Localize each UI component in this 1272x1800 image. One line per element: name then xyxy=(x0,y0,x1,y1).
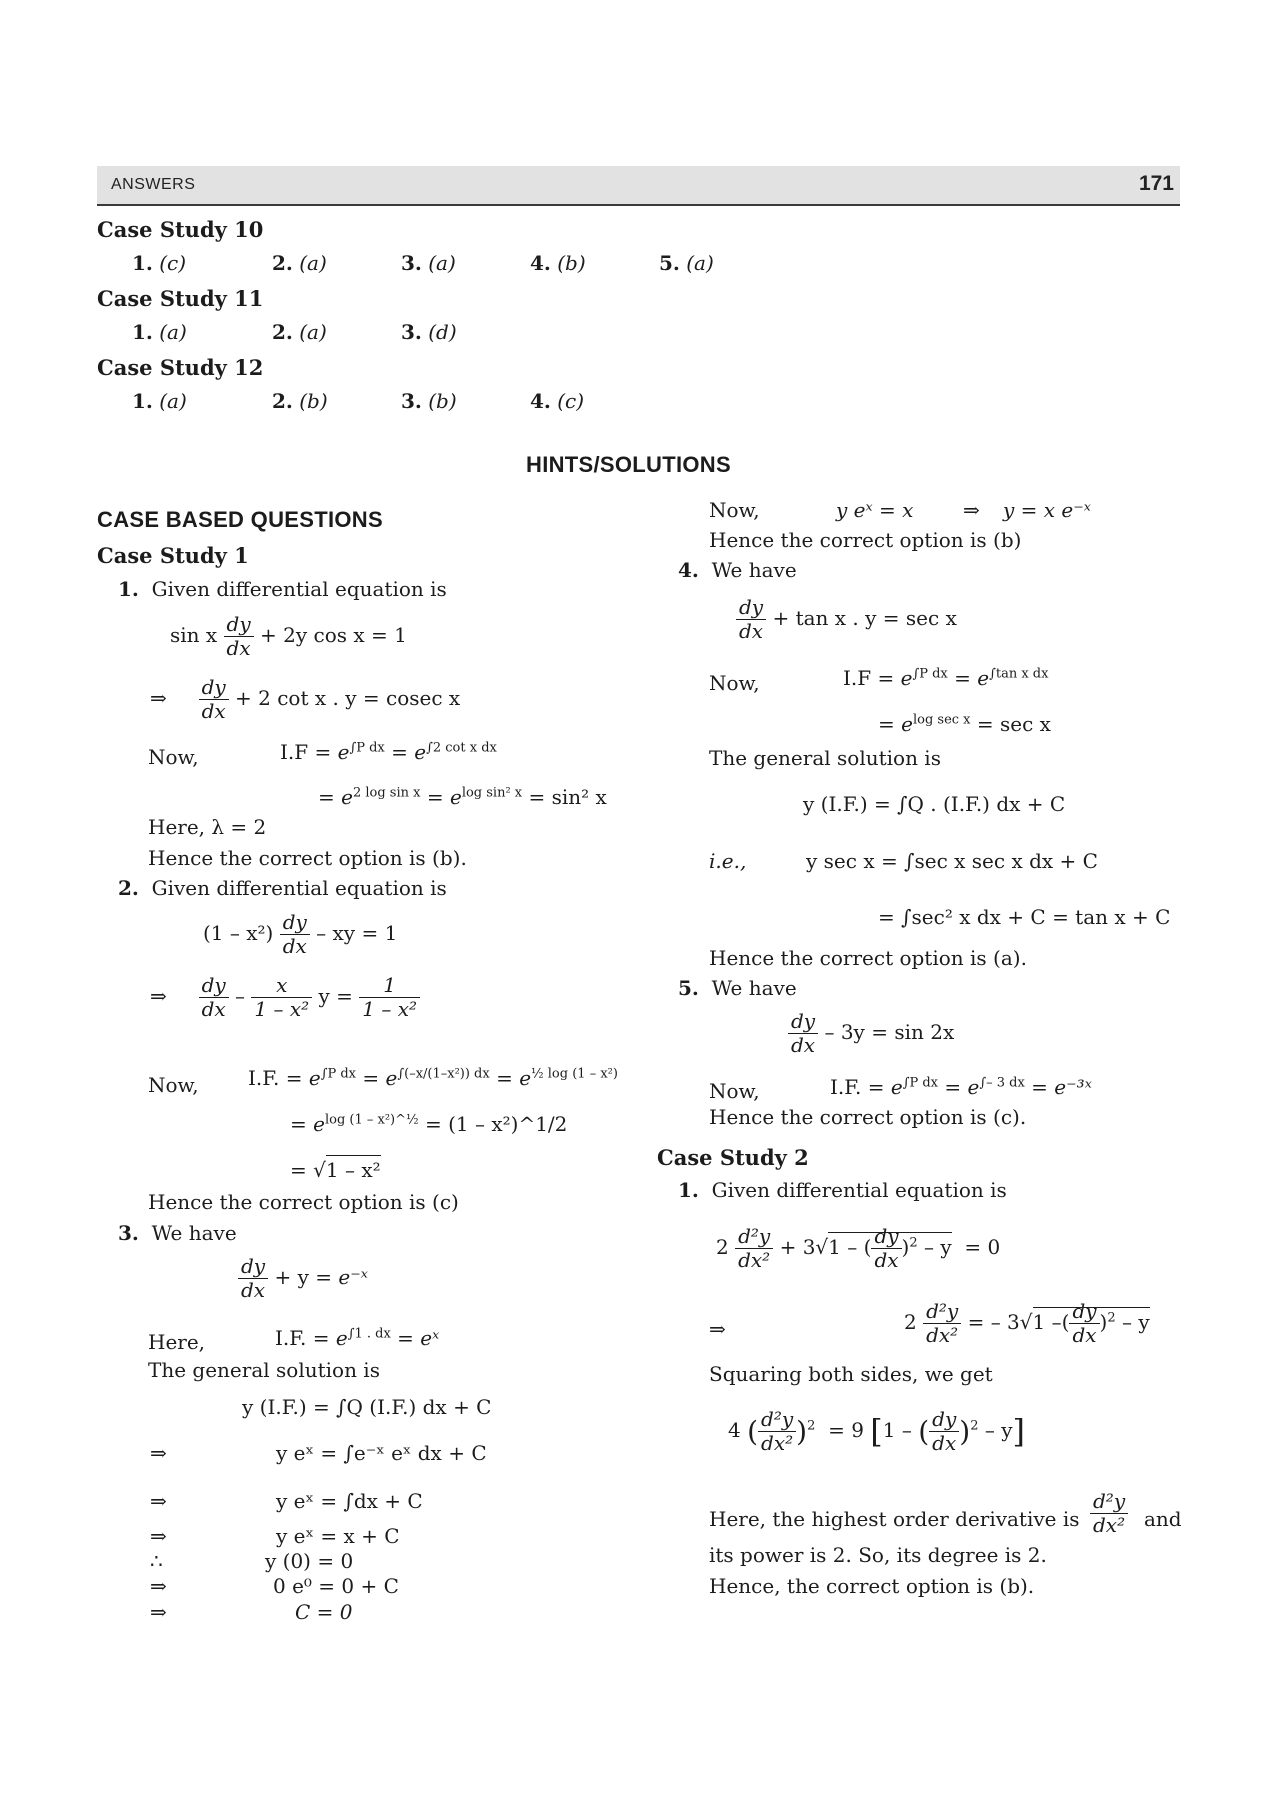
equation: = √1 – x² xyxy=(290,1158,381,1182)
equation: ⇒ $\frac{dy}{dx}$ – $\frac{x}{\text{1 – x²}}$ y = $\frac{1}{\text{1 – x²}}$ xyxy=(150,974,420,1021)
equation: $I.F = e^{\int P dx} = e^{\int tan x dx}$ xyxy=(843,666,1049,690)
section-label: ANSWERS xyxy=(111,176,196,193)
text-line: Squaring both sides, we get xyxy=(709,1362,993,1386)
equation: y eˣ = x + C xyxy=(276,1524,400,1548)
conclusion: Hence the correct option is (a). xyxy=(709,946,1027,970)
answer-key-title-10: Case Study 10 xyxy=(97,217,264,242)
section-title: CASE BASED QUESTIONS xyxy=(97,507,383,532)
answer-item: 4. (c) xyxy=(530,389,585,413)
answer-item: 1. (a) xyxy=(132,320,187,344)
page-number: 171 xyxy=(1138,172,1174,195)
implies-symbol: ⇒ xyxy=(150,1600,167,1624)
equation: y eˣ = x xyxy=(836,498,914,522)
text-line: The general solution is xyxy=(709,746,941,770)
text-line: Here, λ = 2 xyxy=(148,815,267,839)
text-line: Here, the highest order derivative is xyxy=(709,1507,1080,1531)
answer-item: 2. (a) xyxy=(272,251,327,275)
conclusion: Hence the correct option is (b) xyxy=(709,528,1022,552)
equation: $\frac{dy}{dx}$ – 3y = sin 2x xyxy=(788,1010,954,1057)
question-intro: 4. We have xyxy=(678,558,797,582)
derivative-fraction: $\frac{\text{d²y}}{\text{dx²}}$ xyxy=(1090,1490,1128,1537)
equation: = ∫sec² x dx + C = tan x + C xyxy=(878,905,1171,929)
case-study-title: Case Study 1 xyxy=(97,543,249,568)
question-intro: 2. Given differential equation is xyxy=(118,876,447,900)
text-line: The general solution is xyxy=(148,1358,380,1382)
equation: $I.F = e^{\int P dx} = e^{\int 2 cot x dx}$ xyxy=(280,740,497,764)
equation: sin x $\frac{dy}{dx}$ + 2y cos x = 1 xyxy=(170,612,407,660)
equation: I.F. = $e^{\int P dx} = e^{\int- 3 dx}$ = e⁻³ˣ xyxy=(830,1075,1092,1099)
answer-item: 4. (b) xyxy=(530,251,586,275)
equation: = $e^{log sec x} = \sec x$ xyxy=(878,712,1051,736)
equation: I.F. = $e^{\int P dx} = e^{\int(-x/(1-x^2)) dx} = e^{\frac{1}{2} log (1 - x^2)}$ xyxy=(248,1066,618,1090)
implies-symbol: ⇒ xyxy=(150,1524,167,1548)
equation: = $e^{2 log sin x} = e^{log sin^2 x} = \sin^2$ x xyxy=(318,785,607,809)
question-intro: 1. Given differential equation is xyxy=(118,577,447,601)
answer-item: 2. (a) xyxy=(272,320,327,344)
question-intro: 1. Given differential equation is xyxy=(678,1178,1007,1202)
now-label: Now, xyxy=(709,498,760,522)
answer-item: 5. (a) xyxy=(659,251,714,275)
now-label: Now, xyxy=(148,745,199,769)
implies-symbol: ⇒ xyxy=(150,1441,167,1465)
implies-symbol: ⇒ xyxy=(709,1317,726,1341)
hints-title: HINTS/SOLUTIONS xyxy=(526,452,731,477)
case-study-title: Case Study 2 xyxy=(657,1145,809,1170)
text-line: its power is 2. So, its degree is 2. xyxy=(709,1543,1047,1567)
equation: y eˣ = ∫e⁻ˣ eˣ dx + C xyxy=(276,1441,487,1465)
ie-label: i.e., xyxy=(709,849,747,873)
question-intro: 3. We have xyxy=(118,1221,237,1245)
equation: $\frac{dy}{dx}$ + tan x . y = sec x xyxy=(736,596,957,643)
implies-symbol: ⇒ xyxy=(963,498,980,522)
question-intro: 5. We have xyxy=(678,976,797,1000)
therefore-symbol: ∴ xyxy=(150,1549,163,1573)
answer-item: 1. (a) xyxy=(132,389,187,413)
equation: y = x e⁻ˣ xyxy=(1003,498,1091,522)
equation: 0 e⁰ = 0 + C xyxy=(273,1574,399,1598)
equation: I.F. = $e^{\int 1 . dx}$ = eˣ xyxy=(275,1326,440,1350)
answer-item: 3. (d) xyxy=(401,320,457,344)
answer-item: 1. (c) xyxy=(132,251,187,275)
equation: C = 0 xyxy=(295,1600,353,1624)
page-header xyxy=(97,166,1180,206)
equation: 2 $\frac{\text{d²y}}{\text{dx²}}$ = – 3√1 –( $\frac{dy}{dx}$ )$^2$ – y xyxy=(904,1299,1150,1347)
equation: = $e^{log (1 - x^2)\^{}\frac{1}{2}} = (1$ – x²)^1/2 xyxy=(290,1112,568,1136)
now-label: Now, xyxy=(148,1073,199,1097)
equation: $\frac{dy}{dx}$ + y = e⁻ˣ xyxy=(238,1255,368,1302)
conclusion: Hence the correct option is (c) xyxy=(148,1190,459,1214)
conclusion: Hence the correct option is (b). xyxy=(148,846,467,870)
answer-item: 3. (b) xyxy=(401,389,457,413)
now-label: Now, xyxy=(709,671,760,695)
equation: y eˣ = ∫dx + C xyxy=(276,1489,423,1513)
conclusion: Hence the correct option is (c). xyxy=(709,1105,1027,1129)
answer-key-title-12: Case Study 12 xyxy=(97,355,264,380)
text-line: and xyxy=(1144,1507,1182,1531)
equation: (1 – x²) $\frac{dy}{dx}$ – xy = 1 xyxy=(203,910,398,958)
conclusion: Hence, the correct option is (b). xyxy=(709,1574,1035,1598)
here-label: Here, xyxy=(148,1330,206,1354)
answer-key-title-11: Case Study 11 xyxy=(97,286,264,311)
equation: y sec x = ∫sec x sec x dx + C xyxy=(806,849,1098,873)
answer-item: 3. (a) xyxy=(401,251,456,275)
equation: 4 ( $\frac{\text{d²y}}{\text{dx²}}$ )$^2$ = 9 [1 – ( $\frac{dy}{dx}$ )$^2$ – y] xyxy=(728,1407,1025,1455)
implies-symbol: ⇒ xyxy=(150,1489,167,1513)
equation: y (I.F.) = ∫Q . (I.F.) dx + C xyxy=(803,792,1066,816)
equation: 2 $\frac{\text{d²y}}{\text{dx²}}$ + 3√1 – ( $\frac{dy}{dx}$ )$^2$ – y = 0 xyxy=(716,1224,1001,1272)
equation: ⇒ $\frac{dy}{dx}$ + 2 cot x . y = cosec x xyxy=(150,675,461,723)
equation: y (0) = 0 xyxy=(265,1549,354,1573)
now-label: Now, xyxy=(709,1079,760,1103)
equation: y (I.F.) = ∫Q (I.F.) dx + C xyxy=(242,1395,492,1419)
implies-symbol: ⇒ xyxy=(150,1574,167,1598)
answer-item: 2. (b) xyxy=(272,389,328,413)
